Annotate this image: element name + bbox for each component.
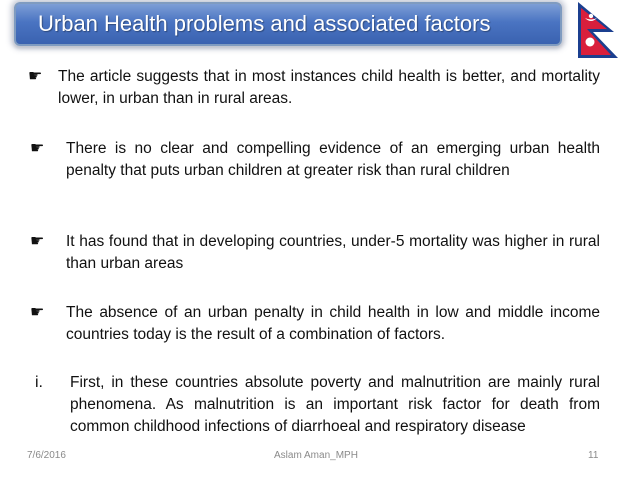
footer-date: 7/6/2016: [27, 450, 66, 461]
bullet-text: The absence of an urban penalty in child health in low and middle income countries today is the result of a combination of factors.: [66, 304, 600, 343]
slide-title: Urban Health problems and associated factors: [38, 11, 491, 36]
pointing-hand-icon: ☛: [28, 68, 43, 85]
bullet-text: There is no clear and compelling evidence of an emerging urban health penalty that puts urban children at greater risk than rural children: [66, 140, 600, 179]
bullet-text: The article suggests that in most instances child health is better, and mortality lower, in urban than in rural areas.: [58, 68, 600, 107]
bullet-text: It has found that in developing countries, under-5 mortality was higher in rural than urban areas: [66, 233, 600, 272]
numbered-text: First, in these countries absolute poverty and malnutrition are mainly rural phenomena. As malnutrition is an important risk factor for death from common childhood infections of diarrhoeal and respiratory disease: [70, 374, 600, 435]
pointing-hand-icon: ☛: [30, 140, 45, 157]
bullet-point: [30, 231, 600, 275]
list-marker: i.: [35, 374, 43, 391]
nepal-flag-icon: [574, 0, 622, 60]
footer-page-number: 11: [588, 450, 599, 461]
bullet-point: [30, 138, 600, 182]
pointing-hand-icon: ☛: [30, 233, 45, 250]
bullet-point: [28, 66, 600, 110]
pointing-hand-icon: ☛: [30, 304, 45, 321]
numbered-point: [35, 372, 600, 438]
footer-author: Aslam Aman_MPH: [274, 450, 358, 461]
bullet-point: [30, 302, 600, 346]
title-bar: [14, 2, 562, 46]
